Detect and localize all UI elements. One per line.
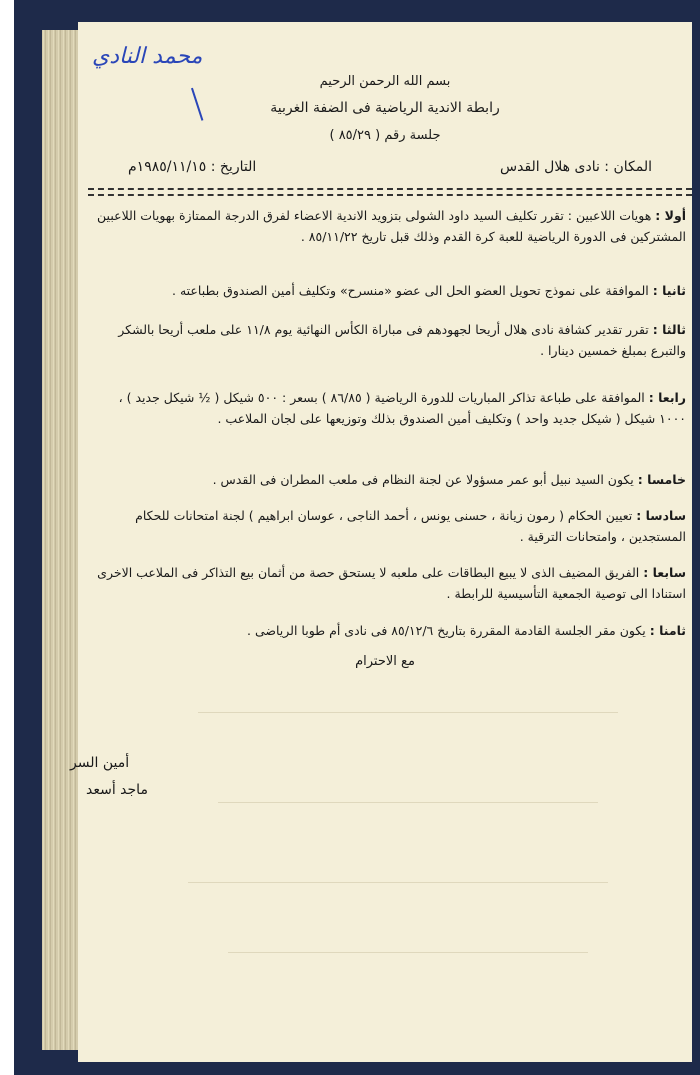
signature-name: ماجد أسعد xyxy=(86,782,148,798)
item-6 xyxy=(94,505,686,547)
item-label: ثانيا : xyxy=(652,283,686,298)
meeting-date: التاريخ : ١٩٨٥/١١/١٥م xyxy=(128,159,257,175)
page-edges xyxy=(42,30,82,1050)
meta-line xyxy=(98,159,652,175)
bleed-through xyxy=(218,802,598,804)
item-label: سابعا : xyxy=(643,565,686,580)
session-number: جلسة رقم ( ٨٥/٢٩ ) xyxy=(329,128,441,143)
item-7 xyxy=(94,562,686,604)
organization-name: رابطة الاندية الرياضية فى الضفة الغربية xyxy=(270,100,500,116)
item-2 xyxy=(94,280,686,301)
item-text: تقرر تقدير كشافة نادى هلال أريحا لجهودهم فى مباراة الكأس النهائية يوم ١١/٨ على ملعب أريحا بالشكر والتبرع بمبلغ خمسين دينارا . xyxy=(118,322,686,358)
item-4 xyxy=(94,387,686,429)
item-label: سادسا : xyxy=(636,508,686,523)
item-text: يكون مقر الجلسة القادمة المقررة بتاريخ ٨٥/١٢/٦ فى نادى أم طوبا الرياضى . xyxy=(247,623,646,638)
closing-phrase: مع الاحترام xyxy=(355,654,415,669)
item-text: هويات اللاعبين : تقرر تكليف السيد داود الشولى بتزويد الاندية الاعضاء لفرق الدرجة الممتازة بهويات اللاعبين المشتركين فى الدورة الرياضية للعبة كرة القدم وذلك قبل تاريخ ٨٥/١١/٢٢ . xyxy=(97,208,686,244)
divider xyxy=(88,188,692,196)
item-text: تعيين الحكام ( رمون زيانة ، حسنى يونس ، أحمد الناجى ، عوسان ابراهيم ) لجنة امتحانات للحكام المستجدين ، وامتحانات الترقية . xyxy=(135,508,686,544)
item-3 xyxy=(94,319,686,361)
item-label: ثامنا : xyxy=(649,623,686,638)
document-page xyxy=(70,22,692,1062)
meeting-place: المكان : نادى هلال القدس xyxy=(500,159,652,175)
item-text: يكون السيد نبيل أبو عمر مسؤولا عن لجنة النظام فى ملعب المطران فى القدس . xyxy=(212,472,634,487)
basmala: بسم الله الرحمن الرحيم xyxy=(319,74,451,89)
item-label: أولا : xyxy=(655,208,686,223)
item-text: الموافقة على طباعة تذاكر المباريات للدورة الرياضية ( ٨٦/٨٥ ) بسعر : ٥٠٠ شيكل ( ½ شيكل جديد ) ، ١٠٠٠ شيكل ( شيكل جديد واحد ) وتكليف أمين الصندوق بذلك وتوزيعها على لجان الملاعب . xyxy=(118,390,686,426)
bleed-through xyxy=(198,712,618,714)
bleed-through xyxy=(228,952,588,954)
item-8 xyxy=(94,620,686,641)
signature-title: أمين السر xyxy=(70,755,130,771)
item-text: الفريق المضيف الذى لا يبيع البطاقات على ملعبه لا يستحق حصة من أثمان بيع التذاكر فى الملاعب الاخرى استنادا الى توصية الجمعية التأسيسية للرابطة . xyxy=(97,565,686,601)
bleed-through xyxy=(188,882,608,884)
item-label: ثالثا : xyxy=(652,322,686,337)
item-1 xyxy=(94,205,686,247)
handwritten-name: محمد النادي xyxy=(92,44,203,69)
item-5 xyxy=(94,469,686,490)
item-label: خامسا : xyxy=(637,472,686,487)
item-label: رابعا : xyxy=(648,390,686,405)
item-text: الموافقة على نموذج تحويل العضو الحل الى عضو «منسرح» وتكليف أمين الصندوق بطباعته . xyxy=(172,283,649,298)
